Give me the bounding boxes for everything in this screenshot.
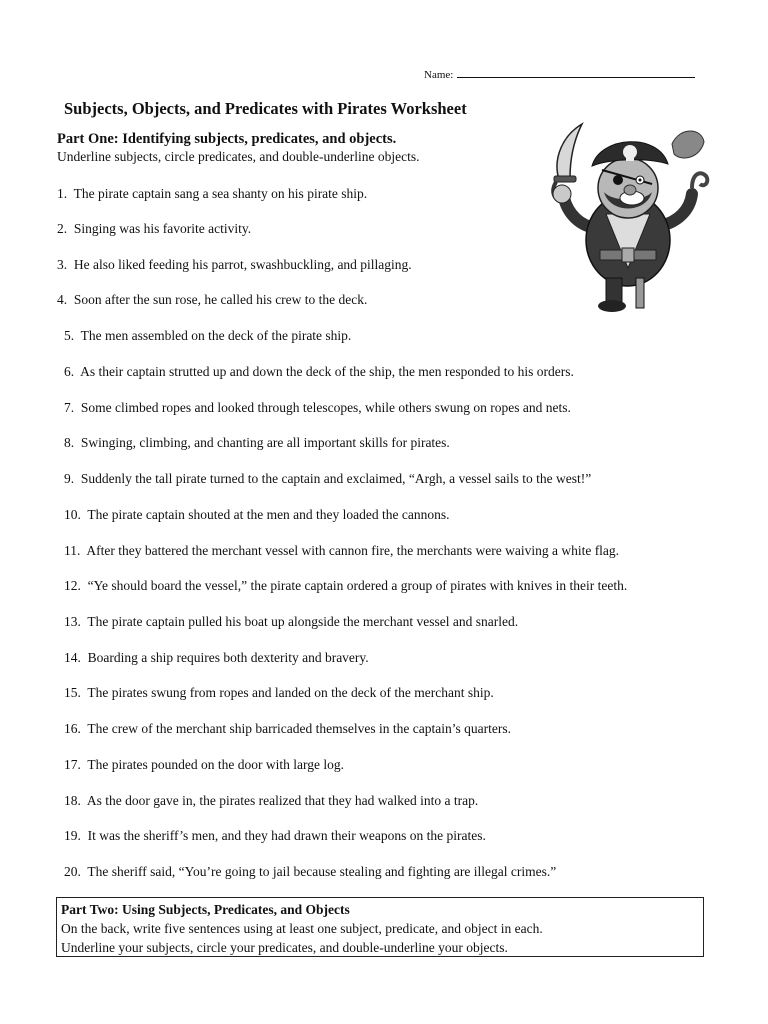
sentence-text: The sheriff said, “You’re going to jail because stealing and fighting are illegal crimes.” <box>87 864 557 879</box>
sentence-number: 18. <box>64 793 81 808</box>
sentence-text: Singing was his favorite activity. <box>73 221 252 236</box>
sentence-number: 4. <box>57 292 68 307</box>
sentence-number: 17. <box>64 757 81 772</box>
sentence-number: 12. <box>64 578 81 593</box>
sentence-number: 2. <box>57 221 68 236</box>
sentence-text: Boarding a ship requires both dexterity and bravery. <box>87 650 369 665</box>
sentence-text: The crew of the merchant ship barricaded themselves in the captain’s quarters. <box>87 721 511 736</box>
part-two-instruction-1: On the back, write five sentences using at least one subject, predicate, and object in each. <box>61 921 543 936</box>
sentence-item <box>64 328 351 344</box>
sentence-text: The pirate captain sang a sea shanty on his pirate ship. <box>73 186 368 201</box>
sentence-number: 13. <box>64 614 81 629</box>
sentence-number: 9. <box>64 471 75 486</box>
sentence-number: 20. <box>64 864 81 879</box>
name-label: Name: <box>424 69 454 81</box>
sentence-item <box>64 614 518 630</box>
sentence-text: As their captain strutted up and down the deck of the ship, the men responded to his orders. <box>80 364 574 379</box>
sentence-number: 19. <box>64 828 81 843</box>
sentence-number: 7. <box>64 400 75 415</box>
name-field <box>424 67 695 81</box>
sentence-number: 6. <box>64 364 75 379</box>
sentence-item <box>64 650 369 666</box>
sentence-number: 15. <box>64 685 81 700</box>
sentence-text: Some climbed ropes and looked through telescopes, while others swung on ropes and nets. <box>80 400 571 415</box>
part-two-box <box>56 897 704 957</box>
sentence-item <box>64 578 627 594</box>
sentence-item <box>64 471 591 487</box>
sentence-item <box>64 543 619 559</box>
sentence-item <box>64 400 571 416</box>
sentence-text: It was the sheriff’s men, and they had drawn their weapons on the pirates. <box>87 828 486 843</box>
sentence-number: 11. <box>64 543 81 558</box>
sentence-item <box>57 186 367 202</box>
sentence-text: The men assembled on the deck of the pirate ship. <box>80 328 352 343</box>
sentence-text: Swinging, climbing, and chanting are all important skills for pirates. <box>80 435 450 450</box>
sentence-text: Suddenly the tall pirate turned to the captain and exclaimed, “Argh, a vessel sails to the west!” <box>80 471 592 486</box>
sentence-number: 1. <box>57 186 68 201</box>
sentence-item <box>64 507 450 523</box>
sentence-text: “Ye should board the vessel,” the pirate captain ordered a group of pirates with knives in their teeth. <box>87 578 628 593</box>
part-one-instructions: Underline subjects, circle predicates, and double-underline objects. <box>57 149 420 164</box>
part-two-instruction-2: Underline your subjects, circle your predicates, and double-underline your objects. <box>61 940 508 955</box>
sentence-item <box>57 257 412 273</box>
sentence-item <box>57 221 251 237</box>
sentence-item <box>64 828 486 844</box>
sentence-item <box>64 793 478 809</box>
pirate-illustration <box>540 118 715 318</box>
sentence-text: The pirates pounded on the door with large log. <box>87 757 344 772</box>
sentence-number: 16. <box>64 721 81 736</box>
worksheet-title: Subjects, Objects, and Predicates with Pirates Worksheet <box>64 99 467 118</box>
sentence-text: He also liked feeding his parrot, swashbuckling, and pillaging. <box>73 257 412 272</box>
name-blank-line[interactable] <box>457 67 695 78</box>
sentence-number: 5. <box>64 328 75 343</box>
part-two-heading: Part Two: Using Subjects, Predicates, and Objects <box>61 902 350 917</box>
sentence-item <box>64 864 556 880</box>
sentence-item <box>64 685 494 701</box>
sentence-text: After they battered the merchant vessel with cannon fire, the merchants were waiving a white flag. <box>86 543 620 558</box>
sentence-item <box>64 364 574 380</box>
sentence-number: 3. <box>57 257 68 272</box>
sentence-number: 10. <box>64 507 81 522</box>
sentence-text: Soon after the sun rose, he called his crew to the deck. <box>73 292 368 307</box>
sentence-number: 8. <box>64 435 75 450</box>
sentence-text: As the door gave in, the pirates realized that they had walked into a trap. <box>86 793 479 808</box>
sentence-item <box>57 292 367 308</box>
sentence-number: 14. <box>64 650 81 665</box>
sentence-text: The pirate captain shouted at the men and they loaded the cannons. <box>87 507 450 522</box>
sentence-item <box>64 435 450 451</box>
sentence-item <box>64 721 511 737</box>
sentence-text: The pirates swung from ropes and landed on the deck of the merchant ship. <box>87 685 494 700</box>
sentence-item <box>64 757 344 773</box>
part-one-heading: Part One: Identifying subjects, predicates, and objects. <box>57 131 397 147</box>
sentence-text: The pirate captain pulled his boat up alongside the merchant vessel and snarled. <box>87 614 519 629</box>
